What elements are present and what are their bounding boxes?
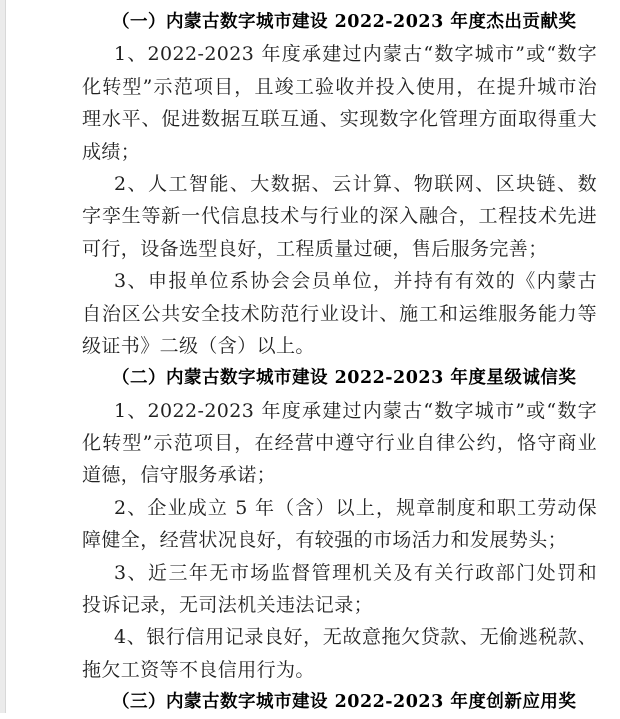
text-line: 2、人工智能、大数据、云计算、物联网、区块链、数: [114, 172, 597, 195]
text-line: 3、申报单位系协会会员单位，并持有有效的《内蒙古: [114, 270, 597, 293]
text-line: 理水平、促进数据互联互通、实现数字化管理方面取得重大: [82, 108, 597, 131]
text-line: 化转型”示范项目，且竣工验收并投入使用，在提升城市治: [82, 75, 597, 98]
text-line: 自治区公共安全技术防范行业设计、施工和运维服务能力等: [82, 302, 597, 325]
text-line: 可行，设备选型良好，工程质量过硬，售后服务完善；: [82, 237, 548, 260]
section-heading: （一）内蒙古数字城市建设 2022-2023 年度杰出贡献奖: [112, 12, 577, 32]
section-heading: （二）内蒙古数字城市建设 2022-2023 年度星级诚信奖: [112, 368, 577, 389]
text-line: 化转型”示范项目，在经营中遵守行业自律公约，恪守商业: [82, 432, 597, 455]
document-page: [82, 6, 597, 719]
page-left-gutter: [0, 0, 6, 713]
text-line: 成绩；: [82, 140, 141, 163]
text-line: 4、银行信用记录良好，无故意拖欠贷款、无偷逃税款、: [114, 626, 597, 649]
text-line: 1、2022-2023 年度承建过内蒙古“数字城市”或“数字: [114, 399, 597, 422]
text-line: 障健全，经营状况良好，有较强的市场活力和发展势头；: [82, 529, 568, 552]
text-line: 拖欠工资等不良信用行为。: [82, 658, 315, 681]
section-heading: （三）内蒙古数字城市建设 2022-2023 年度创新应用奖: [112, 692, 577, 713]
text-line: 字孪生等新一代信息技术与行业的深入融合，工程技术先进: [82, 205, 597, 228]
text-line: 投诉记录，无司法机关违法记录；: [82, 594, 374, 617]
text-line: 道德，信守服务承诺；: [82, 464, 277, 487]
text-line: 级证书》二级（含）以上。: [82, 334, 315, 357]
text-line: 1、2022-2023 年度承建过内蒙古“数字城市”或“数字: [114, 43, 597, 66]
text-line: 2、企业成立 5 年（含）以上，规章制度和职工劳动保: [114, 496, 597, 519]
text-line: 3、近三年无市场监督管理机关及有关行政部门处罚和: [114, 561, 597, 584]
